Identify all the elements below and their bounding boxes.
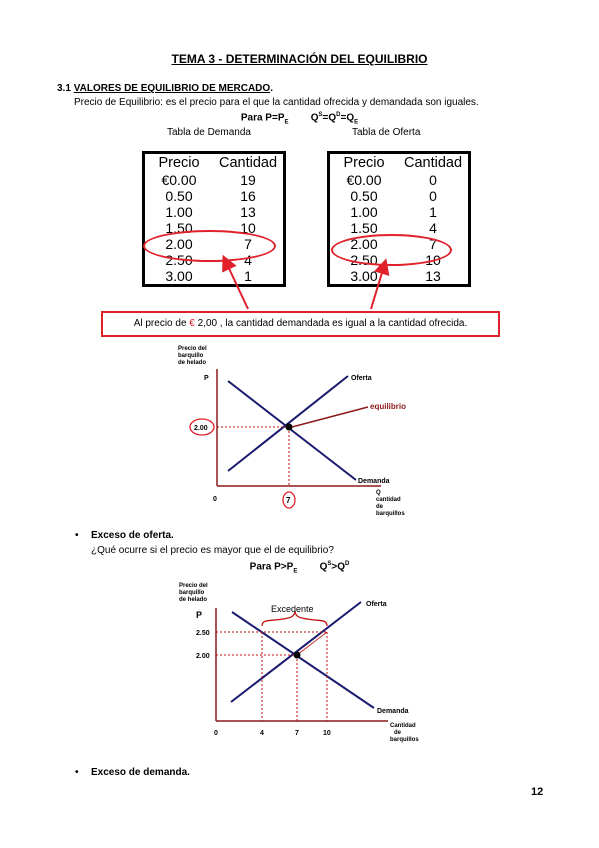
- cond2-q: Q: [319, 561, 328, 573]
- cond2-sup1: S: [327, 561, 332, 567]
- cell: 1: [429, 204, 437, 220]
- g2-x-title-1: Cantidad: [390, 723, 416, 729]
- arrow-to-supply: [371, 266, 384, 309]
- cond1-lead: Para P=P: [240, 112, 285, 124]
- g2-demand-label: Demanda: [377, 708, 409, 715]
- g2-y-title-3: de helado: [179, 597, 208, 603]
- cell: €0.00: [346, 172, 382, 188]
- cell: 2.00: [165, 236, 193, 252]
- supply-header-quantity: Cantidad: [404, 155, 463, 171]
- section-dot: .: [270, 83, 273, 94]
- equilibrium-graph: [176, 341, 453, 517]
- cell: 2.50: [165, 252, 193, 268]
- g1-y-title-3: de helado: [178, 360, 207, 366]
- g1-x-title-4: barquillos: [376, 511, 405, 517]
- g1-x-title-3: de: [376, 504, 384, 510]
- excess-supply-condition: [0, 561, 599, 574]
- cell: 0.50: [350, 188, 378, 204]
- cell: 4: [244, 252, 252, 268]
- bullet-excess-demand: [75, 767, 190, 778]
- g1-equilibrium-label: equilibrio: [370, 402, 406, 411]
- g1-quantity-label: 7: [286, 496, 291, 505]
- g1-x-title-1: Q: [376, 490, 381, 496]
- g2-equilibrium-point: [294, 652, 301, 659]
- g2-x-title-3: barquillos: [390, 737, 419, 743]
- cond2-lead: Para P>P: [249, 561, 294, 573]
- cell: 19: [240, 172, 256, 188]
- g2-x-tick-4: 4: [260, 730, 264, 737]
- bullet-excess-supply-label: Exceso de oferta.: [91, 530, 174, 541]
- g2-surplus-label: Excedente: [271, 604, 314, 614]
- cell: 1.00: [165, 204, 193, 220]
- page-number: 12: [531, 786, 544, 798]
- g2-x-title-2: de: [394, 730, 402, 736]
- g2-x-tick-7: 7: [295, 730, 299, 737]
- cond1-q: Q: [310, 112, 319, 124]
- g1-demand-label: Demanda: [358, 478, 390, 485]
- g2-x-tick-10: 10: [323, 730, 331, 737]
- euro-symbol: €: [189, 318, 195, 329]
- cell: 0.50: [165, 188, 193, 204]
- supply-header-price: Precio: [343, 155, 385, 171]
- supply-table-caption: Tabla de Oferta: [352, 127, 421, 138]
- equilibrium-callout: [101, 311, 500, 337]
- cond2-sub1: E: [293, 568, 298, 575]
- cell: €0.00: [161, 172, 197, 188]
- callout-before: Al precio de: [133, 318, 190, 329]
- cell: 3.00: [350, 268, 378, 284]
- g2-y-title-1: Precio del: [179, 583, 208, 589]
- cell: 13: [425, 268, 441, 284]
- cell: 10: [425, 252, 441, 268]
- cond2-sup2: D: [344, 561, 350, 567]
- g1-y-title-2: barquillo: [178, 353, 204, 359]
- cond2-gt: >Q: [331, 561, 345, 573]
- cell: 0: [429, 188, 437, 204]
- g1-origin: 0: [213, 496, 217, 503]
- definition-text: Precio de Equilibrio: es el precio para el que la cantidad ofrecida y demandada son iguales.: [74, 97, 479, 108]
- g2-price-high: 2.50: [196, 630, 210, 637]
- g2-origin: 0: [214, 730, 218, 737]
- section-number: 3.1: [57, 83, 71, 94]
- callout-arrows: [0, 0, 599, 320]
- cell: 1.50: [165, 220, 193, 236]
- g2-supply-label: Oferta: [366, 601, 387, 608]
- page-title: TEMA 3 - DETERMINACIÓN DEL EQUILIBRIO: [171, 52, 428, 66]
- bullet-excess-demand-label: Exceso de demanda.: [91, 767, 190, 778]
- demand-header-quantity: Cantidad: [219, 155, 278, 171]
- cell: 1.50: [350, 220, 378, 236]
- cond1-sub2: E: [354, 119, 359, 126]
- g1-x-title-2: cantidad: [376, 497, 401, 503]
- cell: 10: [240, 220, 256, 236]
- g2-price-eq: 2.00: [196, 653, 210, 660]
- cell: 1.00: [350, 204, 378, 220]
- cond1-sup2: D: [336, 112, 341, 118]
- demand-table-caption: Tabla de Demanda: [167, 127, 251, 138]
- cell: 16: [240, 188, 256, 204]
- excess-supply-graph: [176, 578, 441, 748]
- g2-y-title-2: barquillo: [179, 590, 205, 596]
- bullet-excess-supply: [75, 530, 174, 541]
- g1-supply-label: Oferta: [351, 375, 372, 382]
- g1-y-title-1: Precio del: [178, 346, 207, 352]
- cell: 2.00: [350, 236, 378, 252]
- cell: 1: [244, 268, 252, 284]
- g1-y-axis-label: P: [204, 375, 209, 382]
- cell: 7: [244, 236, 252, 252]
- cell: 7: [429, 236, 437, 252]
- callout-after: 2,00 , la cantidad demandada es igual a la cantidad ofrecida.: [194, 318, 468, 329]
- cell: 3.00: [165, 268, 193, 284]
- cond1-sup1: S: [318, 112, 323, 118]
- cell: 0: [429, 172, 437, 188]
- cell: 2.50: [350, 252, 378, 268]
- arrow-to-demand: [226, 262, 248, 309]
- g1-price-label: 2.00: [194, 425, 208, 432]
- cell: 13: [240, 204, 256, 220]
- bullet-dot: •: [75, 767, 79, 778]
- demand-header-price: Precio: [158, 155, 200, 171]
- cond1-eq2: =Q: [340, 112, 355, 124]
- cond1-sub1: E: [284, 119, 289, 126]
- g2-y-axis-label: P: [196, 610, 203, 620]
- cell: 4: [429, 220, 437, 236]
- section-title: VALORES DE EQUILIBRIO DE MERCADO: [73, 83, 271, 94]
- g1-equilibrium-point: [286, 424, 293, 431]
- cond1-eq: =Q: [322, 112, 337, 124]
- excess-supply-question: ¿Qué ocurre si el precio es mayor que el de equilibrio?: [91, 545, 334, 556]
- bullet-dot: •: [75, 530, 79, 541]
